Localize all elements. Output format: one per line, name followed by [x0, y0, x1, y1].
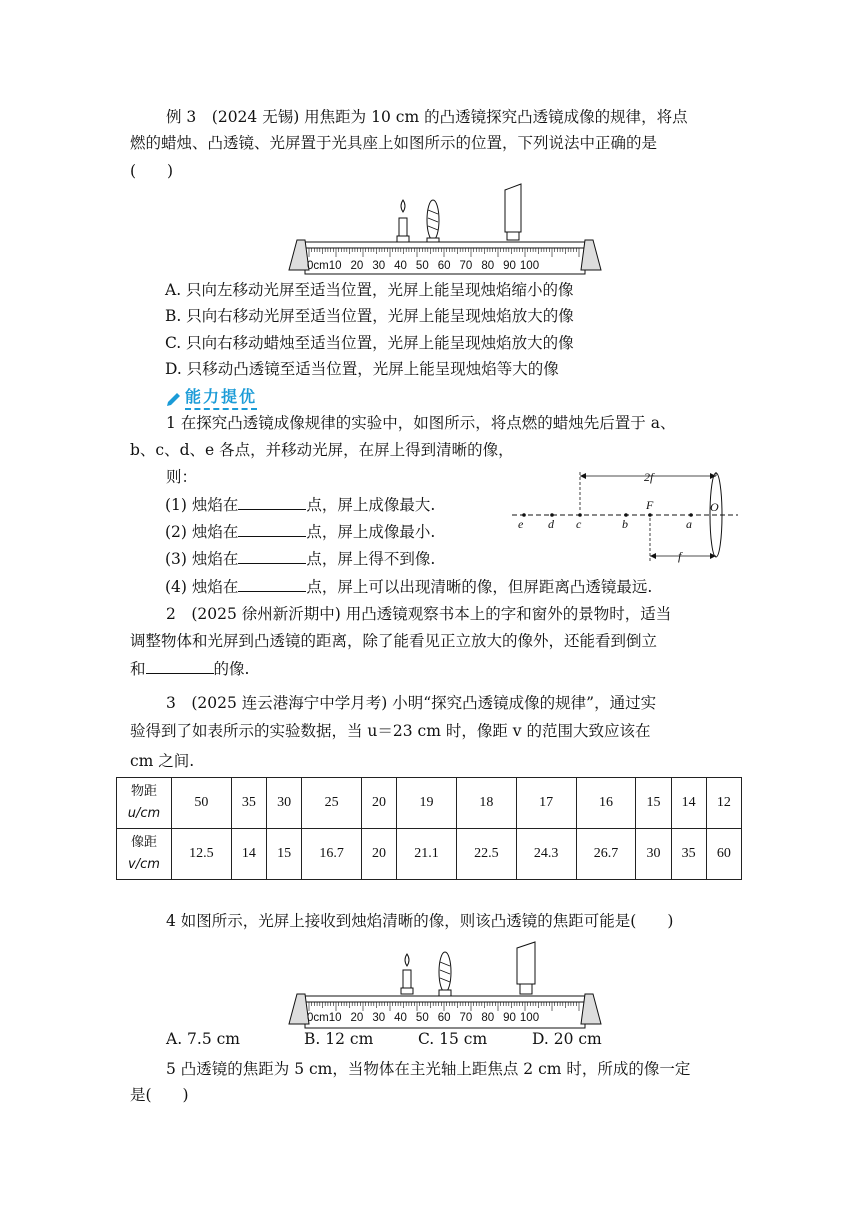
q3-line-3: cm 之间.: [130, 752, 195, 770]
pencil-icon: [165, 388, 183, 406]
q1-sub-3: (3) 烛焰在 点，屏上得不到像.: [165, 550, 436, 568]
optical-axis-diagram: [510, 462, 740, 572]
q4-option-d[interactable]: D. 20 cm: [532, 1030, 602, 1048]
q4-option-a[interactable]: A. 7.5 cm: [166, 1030, 241, 1048]
point-label-b: b: [622, 517, 628, 531]
ex3-line-1: 例 3 (2024 无锡) 用焦距为 10 cm 的凸透镜探究凸透镜成像的规律，将点: [166, 108, 688, 126]
ex3-option-b: B. 只向右移动光屏至适当位置，光屏上能呈现烛焰放大的像: [165, 307, 574, 325]
table-cell-u: 17: [516, 778, 576, 829]
table-cell-v: 14: [231, 829, 266, 880]
table-cell-v: 16.7: [302, 829, 362, 880]
candle-icon: [401, 954, 413, 994]
q1-sub-4: (4) 烛焰在 点，屏上可以出现清晰的像，但屏距离凸透镜最远.: [165, 578, 653, 596]
light-screen-icon: [517, 942, 535, 994]
ex3-option-d: D. 只移动凸透镜至适当位置，光屏上能呈现烛焰等大的像: [165, 360, 559, 378]
q2-line-3: 和 的像.: [130, 660, 250, 678]
point-label-a: a: [686, 517, 692, 531]
table-cell-u: 19: [397, 778, 457, 829]
convex-lens-icon: [439, 952, 451, 996]
f-label: f: [678, 549, 682, 563]
data-table: [116, 777, 742, 880]
table-cell-u: 25: [302, 778, 362, 829]
table-cell-u: 20: [361, 778, 396, 829]
q5-line-2: 是( ): [130, 1086, 189, 1104]
row-header-image-distance: 像距 v/cm: [117, 829, 172, 880]
table-cell-u: 15: [636, 778, 671, 829]
point-label-d: d: [548, 517, 554, 531]
table-cell-u: 30: [266, 778, 301, 829]
table-cell-v: 60: [706, 829, 741, 880]
convex-lens-icon: [427, 200, 439, 244]
table-cell-v: 26.7: [576, 829, 636, 880]
table-cell-v: 24.3: [516, 829, 576, 880]
table-cell-v: 15: [266, 829, 301, 880]
ex3-option-c: C. 只向右移动蜡烛至适当位置，光屏上能呈现烛焰放大的像: [165, 334, 574, 352]
q1-sub-1: (1) 烛焰在 点，屏上成像最大.: [165, 496, 436, 514]
table-cell-u: 50: [172, 778, 232, 829]
q1-line-2: b、c、d、e 各点，并移动光屏，在屏上得到清晰的像，: [130, 441, 514, 459]
answer-blank[interactable]: [146, 659, 214, 674]
answer-blank[interactable]: [238, 522, 306, 537]
table-cell-u: 35: [231, 778, 266, 829]
table-row: [117, 829, 742, 880]
q4-option-b[interactable]: B. 12 cm: [304, 1030, 374, 1048]
section-heading: [165, 384, 257, 410]
q1-line-1: 1 在探究凸透镜成像规律的实验中，如图所示，将点燃的蜡烛先后置于 a、: [166, 414, 676, 432]
answer-blank[interactable]: [238, 577, 306, 592]
q1-sub-2: (2) 烛焰在 点，屏上成像最小.: [165, 523, 436, 541]
answer-blank[interactable]: [238, 549, 306, 564]
bench-scale-labels-2: 0cm10 20 30 40 50 60 70 80 90 100: [307, 1012, 540, 1024]
q3-line-1: 3 (2025 连云港海宁中学月考) 小明“探究凸透镜成像的规律”，通过实: [166, 694, 657, 712]
point-label-c: c: [576, 517, 582, 531]
tick-label: 0cm10: [307, 1012, 342, 1024]
table-cell-v: 30: [636, 829, 671, 880]
answer-blank[interactable]: [238, 495, 306, 510]
section-title: 能力提优: [185, 384, 257, 410]
ex3-line-2: 燃的蜡烛、凸透镜、光屏置于光具座上如图所示的位置，下列说法中正确的是: [130, 134, 658, 152]
table-row: [117, 778, 742, 829]
focus-label-f: F: [646, 498, 654, 512]
q4-option-c[interactable]: C. 15 cm: [418, 1030, 488, 1048]
candle-icon: [397, 200, 409, 242]
table-cell-v: 12.5: [172, 829, 232, 880]
point-label-e: e: [518, 517, 524, 531]
table-cell-u: 16: [576, 778, 636, 829]
table-cell-u: 12: [706, 778, 741, 829]
table-cell-u: 18: [456, 778, 516, 829]
q1-line-3: 则：: [166, 468, 198, 486]
q3-line-2: 验得到了如表所示的实验数据，当 u＝23 cm 时，像距 v 的范围大致应该在: [130, 722, 651, 740]
bench-scale-labels-1: 0cm10 20 30 40 50 60 70 80 90 100: [307, 260, 540, 272]
ex3-answer-paren: ( ): [130, 162, 174, 180]
table-cell-v: 22.5: [456, 829, 516, 880]
ex3-option-a: A. 只向左移动光屏至适当位置，光屏上能呈现烛焰缩小的像: [165, 281, 574, 299]
tick-label: 0cm10: [307, 260, 342, 272]
q4-line-1: 4 如图所示，光屏上接收到烛焰清晰的像，则该凸透镜的焦距可能是( ): [166, 912, 674, 930]
q2-line-2: 调整物体和光屏到凸透镜的距离，除了能看见正立放大的像外，还能看到倒立: [130, 632, 658, 650]
row-header-object-distance: 物距 u/cm: [117, 778, 172, 829]
two-f-label: 2f: [644, 470, 654, 484]
optical-center-label: O: [710, 500, 719, 514]
table-cell-v: 21.1: [397, 829, 457, 880]
table-cell-u: 14: [671, 778, 706, 829]
table-cell-v: 20: [361, 829, 396, 880]
q5-line-1: 5 凸透镜的焦距为 5 cm，当物体在主光轴上距焦点 2 cm 时，所成的像一定: [166, 1060, 691, 1078]
q2-line-1: 2 (2025 徐州新沂期中) 用凸透镜观察书本上的字和窗外的景物时，适当: [166, 605, 672, 623]
table-cell-v: 35: [671, 829, 706, 880]
light-screen-icon: [505, 184, 521, 240]
